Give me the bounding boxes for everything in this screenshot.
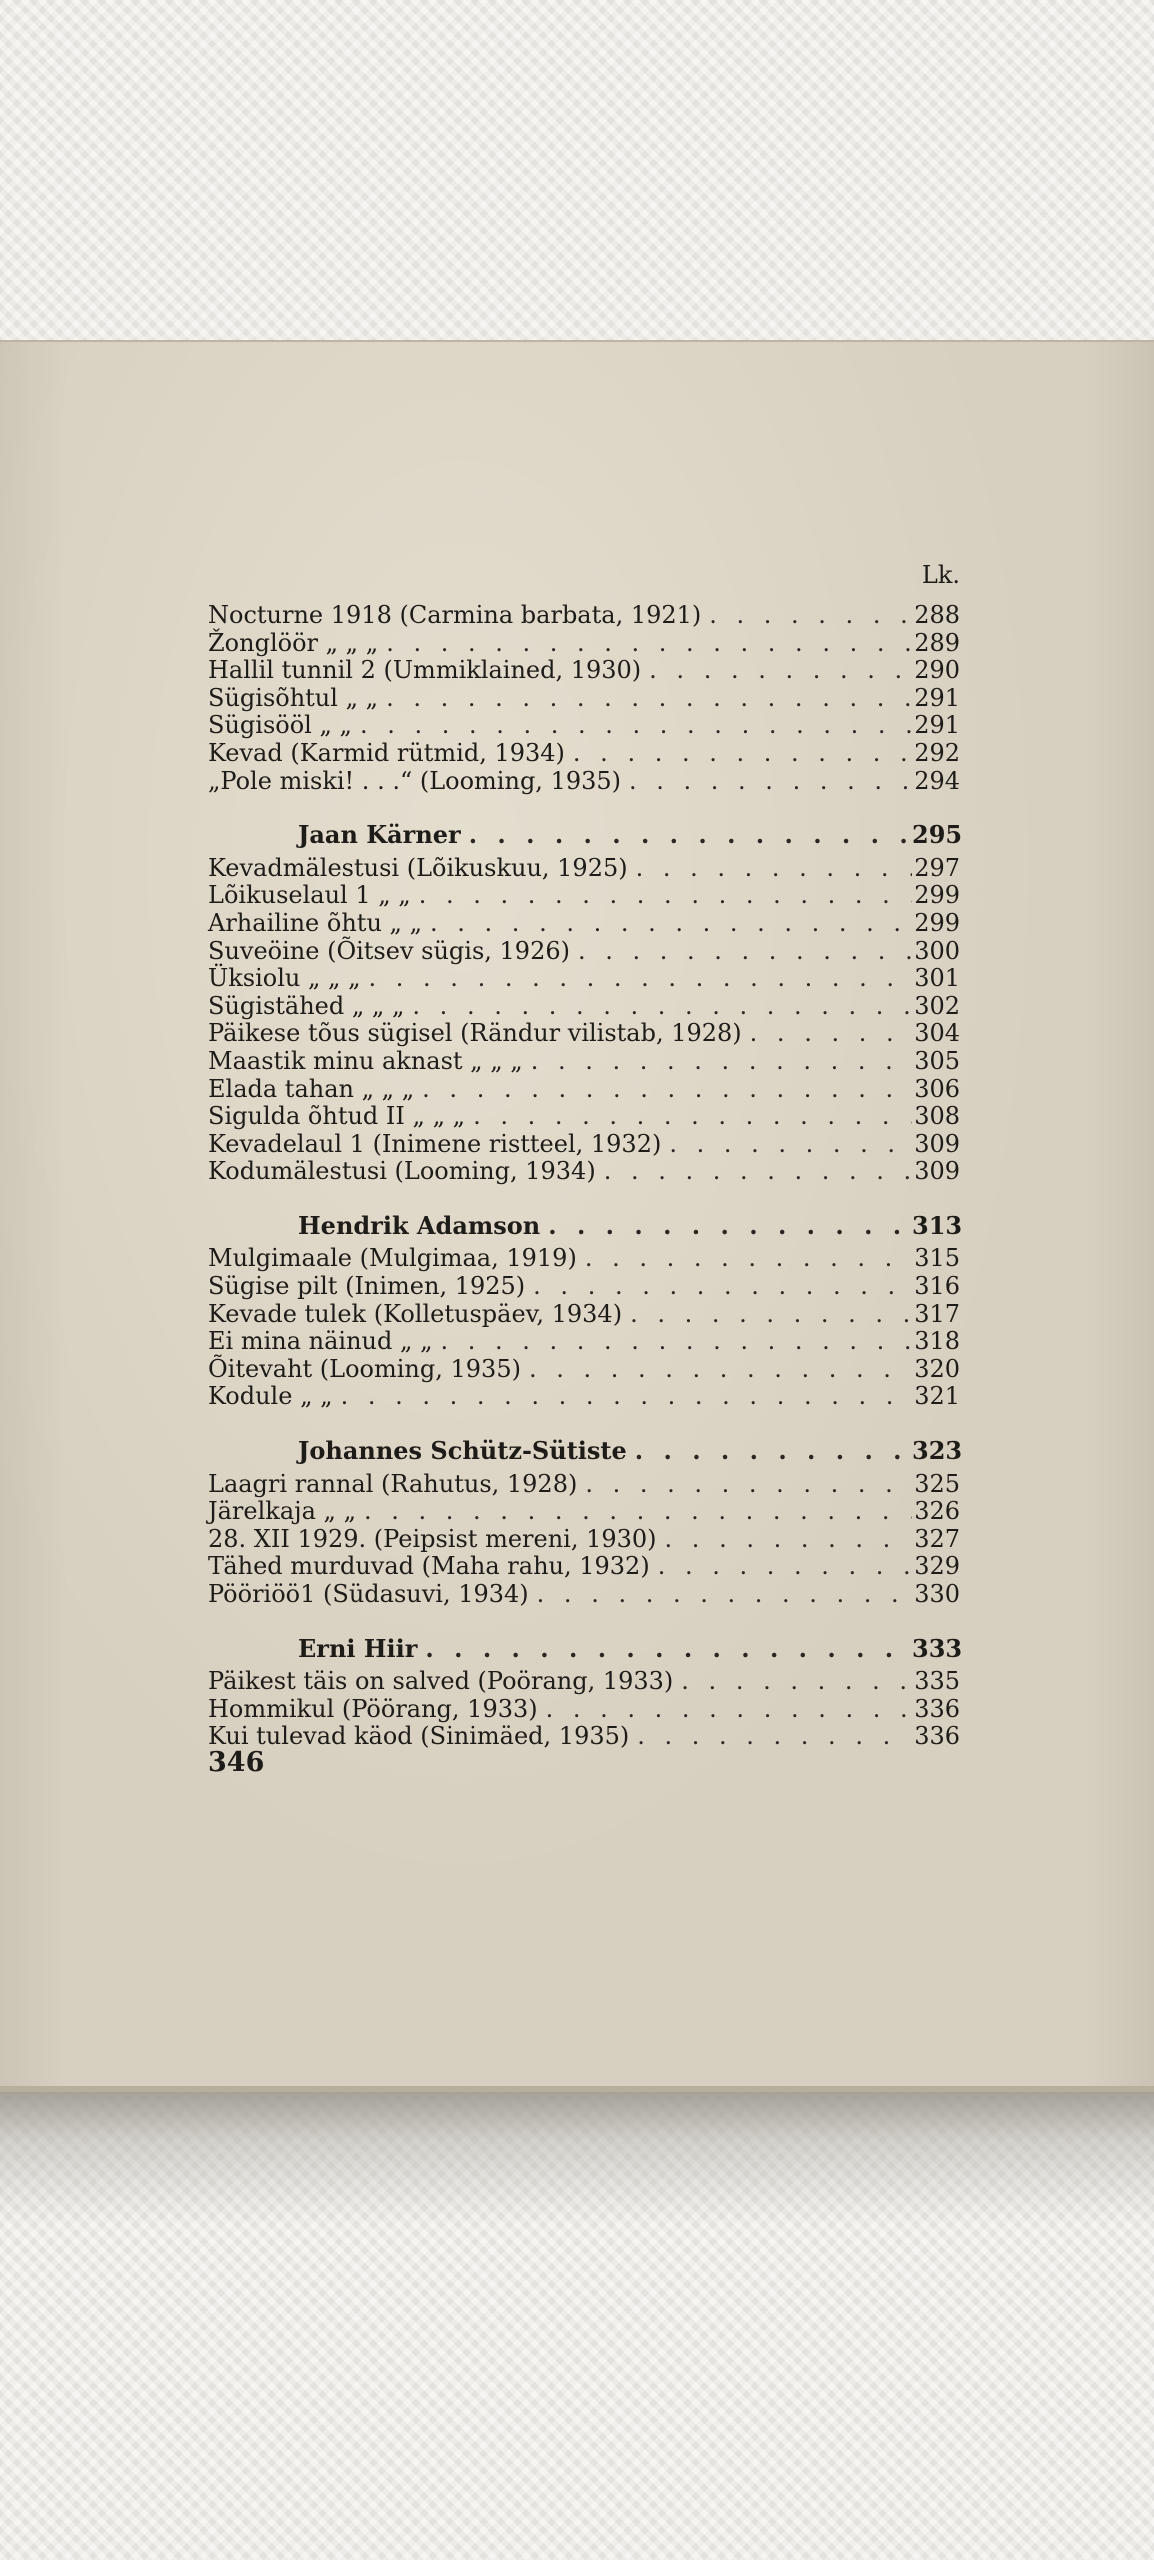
toc-entry [208, 1526, 960, 1554]
toc-entry [208, 1103, 960, 1131]
leader-dots [411, 882, 912, 910]
author-page: 333 [912, 1633, 963, 1663]
entry-page: 300 [914, 936, 960, 965]
entry-title: Järelkaja „ „ [208, 1497, 357, 1526]
entry-title: Kevadmälestusi (Lõikuskuu, 1925) [208, 853, 628, 882]
leader-dots [661, 1131, 912, 1159]
leader-dots [650, 1553, 912, 1581]
entry-page: 317 [914, 1299, 960, 1328]
leader-dots [657, 1526, 912, 1554]
entry-page: 306 [914, 1074, 960, 1103]
entry-page: 299 [914, 908, 960, 937]
entry-title: Hallil tunnil 2 (Ummiklained, 1930) [208, 656, 642, 685]
leader-dots [742, 1020, 912, 1048]
entry-title: Ei mina näinud „ „ [208, 1327, 433, 1356]
entry-title: Mulgimaale (Mulgimaa, 1919) [208, 1244, 577, 1273]
book-page [0, 340, 1154, 2092]
toc-entry [208, 1696, 960, 1724]
entry-title: Lõikuselaul 1 „ „ [208, 881, 411, 910]
leader-dots [538, 1696, 912, 1724]
leader-dots [627, 1437, 912, 1465]
author-heading [208, 820, 963, 850]
leader-dots [465, 1103, 912, 1131]
toc-entry [208, 882, 960, 910]
leader-dots [621, 768, 912, 796]
leader-dots [673, 1668, 912, 1696]
entry-page: 288 [914, 601, 960, 629]
entry-page: 305 [914, 1046, 960, 1075]
toc-section [208, 1210, 963, 1411]
author-name: Erni Hiir [298, 1633, 418, 1663]
entry-title: Kevade tulek (Kolletuspäev, 1934) [208, 1299, 623, 1328]
leader-dots [404, 993, 912, 1021]
entry-title: Õitevaht (Looming, 1935) [208, 1354, 521, 1383]
toc-entry [208, 1328, 960, 1356]
toc-section [208, 602, 960, 795]
leader-dots [525, 1273, 912, 1301]
entry-title: Kevadelaul 1 (Inimene ristteel, 1932) [208, 1129, 662, 1158]
leader-dots [577, 1471, 912, 1499]
entry-title: Kui tulevad käod (Sinimäed, 1935) [208, 1722, 630, 1751]
toc-entry [208, 1048, 960, 1076]
toc-entry [208, 1498, 960, 1526]
entry-page: 321 [914, 1382, 960, 1411]
entry-title: Arhailine õhtu „ „ [208, 908, 423, 937]
entry-title: „Pole miski! . . .“ (Looming, 1935) [208, 766, 622, 795]
toc-entry [208, 1383, 960, 1411]
toc-entry [208, 993, 960, 1021]
leader-dots [378, 630, 912, 658]
entry-title: Päikest täis on salved (Poörang, 1933) [208, 1667, 674, 1696]
entry-page: 316 [914, 1272, 960, 1301]
page-column-label: Lk. [921, 561, 960, 589]
leader-dots [529, 1581, 912, 1609]
leader-dots [422, 910, 912, 938]
author-page: 323 [912, 1436, 963, 1466]
entry-page: 292 [914, 738, 960, 767]
entry-title: Suveöine (Õitsev sügis, 1926) [208, 936, 570, 965]
entry-page: 289 [914, 628, 960, 657]
leader-dots [521, 1356, 912, 1384]
author-name: Jaan Kärner [298, 820, 461, 850]
author-heading [208, 1633, 963, 1663]
entry-page: 302 [914, 991, 960, 1020]
entry-title: Tähed murduvad (Maha rahu, 1932) [208, 1552, 650, 1581]
leader-dots [570, 938, 912, 966]
entry-page: 291 [914, 683, 960, 712]
entry-page: 294 [914, 766, 960, 795]
toc-section [208, 820, 963, 1186]
entry-title: Pööriöö1 (Südasuvi, 1934) [208, 1580, 529, 1608]
toc-entry [208, 965, 960, 993]
leader-dots [629, 1723, 912, 1751]
toc-section [208, 1633, 963, 1751]
leader-dots [361, 965, 912, 993]
page-number: 346 [208, 1747, 265, 1778]
entry-page: 301 [914, 964, 960, 993]
leader-dots [417, 1635, 912, 1663]
entry-page: 318 [914, 1327, 960, 1356]
entry-title: Kevad (Karmid rütmid, 1934) [208, 738, 565, 767]
entry-title: Sügisõhtul „ „ [208, 683, 379, 712]
entry-title: Sügisööl „ „ [208, 711, 352, 740]
entry-page: 304 [914, 1019, 960, 1048]
entry-title: Üksiolu „ „ „ [208, 964, 361, 993]
entry-page: 326 [914, 1497, 960, 1526]
entry-page: 309 [914, 1157, 960, 1186]
toc-entry [208, 1158, 960, 1186]
toc-entry [208, 630, 960, 658]
leader-dots [433, 1328, 913, 1356]
entry-page: 336 [914, 1694, 960, 1723]
toc-entry [208, 855, 960, 883]
entry-title: Kodule „ „ [208, 1382, 333, 1411]
entry-page: 325 [914, 1469, 960, 1498]
entry-title: Kodumälestusi (Looming, 1934) [208, 1157, 596, 1186]
toc-entry [208, 1471, 960, 1499]
entry-page: 309 [914, 1129, 960, 1158]
leader-dots [356, 1498, 912, 1526]
leader-dots [577, 1245, 912, 1273]
toc-entry [208, 938, 960, 966]
toc-entry [208, 712, 960, 740]
leader-dots [540, 1212, 912, 1240]
entry-page: 315 [914, 1244, 960, 1273]
toc-entry [208, 1581, 960, 1609]
toc-section [208, 1436, 963, 1609]
entry-page: 330 [914, 1580, 960, 1608]
entry-title: Sügise pilt (Inimen, 1925) [208, 1272, 526, 1301]
author-page: 313 [912, 1210, 963, 1240]
entry-page: 299 [914, 881, 960, 910]
entry-title: Sügistähed „ „ „ [208, 991, 405, 1020]
entry-page: 290 [914, 656, 960, 685]
toc-entry [208, 1020, 960, 1048]
entry-page: 291 [914, 711, 960, 740]
toc-entry [208, 657, 960, 685]
toc-entry [208, 1356, 960, 1384]
leader-dots [352, 712, 912, 740]
entry-title: 28. XII 1929. (Peipsist mereni, 1930) [208, 1524, 657, 1553]
toc-entry [208, 602, 960, 630]
toc-entry [208, 910, 960, 938]
entry-title: Žonglöör „ „ „ [208, 628, 379, 657]
toc-entry [208, 1668, 960, 1696]
toc-entry [208, 1553, 960, 1581]
toc-entry [208, 1245, 960, 1273]
entry-title: Nocturne 1918 (Carmina barbata, 1921) [208, 601, 702, 629]
author-name: Johannes Schütz-Sütiste [298, 1436, 627, 1466]
author-heading [208, 1436, 963, 1466]
leader-dots [596, 1158, 912, 1186]
entry-page: 308 [914, 1102, 960, 1131]
entry-title: Hommikul (Pöörang, 1933) [208, 1694, 538, 1723]
author-page: 295 [912, 820, 963, 850]
entry-title: Päikese tõus sügisel (Rändur vilistab, 1928) [208, 1019, 742, 1048]
toc-entry [208, 768, 960, 796]
toc-entry [208, 685, 960, 713]
entry-page: 297 [914, 853, 960, 882]
leader-dots [523, 1048, 912, 1076]
leader-dots [641, 657, 912, 685]
author-heading [208, 1210, 963, 1240]
entry-page: 327 [914, 1524, 960, 1553]
entry-title: Laagri rannal (Rahutus, 1928) [208, 1469, 578, 1498]
entry-title: Maastik minu aknast „ „ „ [208, 1046, 523, 1075]
toc-entry [208, 1273, 960, 1301]
toc-entry [208, 1131, 960, 1159]
entry-title: Elada tahan „ „ „ [208, 1074, 415, 1103]
leader-dots [414, 1076, 912, 1104]
leader-dots [622, 1301, 912, 1329]
toc-entry [208, 1076, 960, 1104]
entry-page: 329 [914, 1552, 960, 1581]
page-shadow [0, 2085, 1154, 2225]
entry-page: 335 [914, 1667, 960, 1696]
entry-page: 320 [914, 1354, 960, 1383]
leader-dots [701, 602, 912, 630]
toc-entry [208, 1301, 960, 1329]
leader-dots [565, 740, 912, 768]
toc-entry [208, 740, 960, 768]
entry-page: 336 [914, 1722, 960, 1751]
entry-title: Sigulda õhtud II „ „ „ [208, 1102, 466, 1131]
toc-entry [208, 1723, 960, 1751]
author-name: Hendrik Adamson [298, 1210, 541, 1240]
leader-dots [628, 855, 912, 883]
leader-dots [461, 821, 912, 849]
leader-dots [378, 685, 912, 713]
table-of-contents [208, 601, 963, 1777]
leader-dots [333, 1383, 912, 1411]
